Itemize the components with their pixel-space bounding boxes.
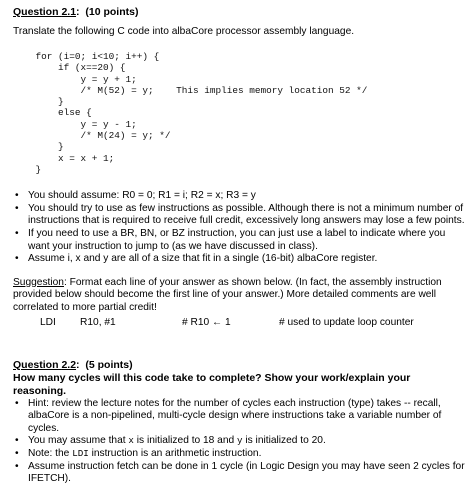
suggestion-label: Suggestion [13,276,64,288]
question-number: 2.1 [61,6,77,18]
list-item: • You may assume that x is initialized to 18 and y is initialized to 20. [13,435,465,448]
list-item: • Hint: review the lecture notes for the number of cycles each instruction (type) takes -- recall, albaCore is a non-pipelined, multi-cycle design where instructions take a variable number of cycles. [13,398,465,436]
c-code-block: for (i=0; i<10; i++) { if (x==20) { y = y + 1; /* M(52) = y; This implies memory location 52 */ } else { y = y - 1; /* M(24) = y; */ } x = x + 1; } [35,51,368,175]
question-number: 2.2 [61,358,77,371]
list-item: • You should assume: R0 = 0; R1 = i; R2 = x; R3 = y [13,190,465,203]
example-comment-purpose: # used to update loop counter [279,316,414,328]
question-2-1-heading: Question 2.1: (10 points) [13,6,139,18]
list-item: • If you need to use a BR, BN, or BZ instruction, you can just use a label to indicate where you want your instruction to jump to (as we have discussed in class). [13,228,465,253]
list-item: • Assume i, x and y are all of a size that fit in a single (16-bit) albaCore register. [13,253,465,266]
variable-x: x [128,435,134,447]
question-prompt: Translate the following C code into albaCore processor assembly language. [13,26,355,37]
list-item: • Assume instruction fetch can be done in 1 cycle (in Logic Design you may have seen 2 cycles for IFETCH). [13,461,465,486]
question-points: (5 points) [85,358,133,371]
example-opcode: LDI [40,316,56,328]
q21-bullet-list [13,190,465,266]
suggestion-text: : Format each line of your answer as shown below. (In fact, the assembly instruction provided below should become the first line of your answer.) More detailed comments are well correlated to more partial credit! [13,276,442,314]
list-item: • You should try to use as few instructions as possible. Although there is not a minimum number of instructions that is required to receive full credit, excessively long answers may lose a few points. [13,203,465,228]
suggestion-paragraph [13,277,465,315]
example-instruction [13,316,465,329]
q22-bullet-list [13,398,465,486]
variable-y: y [237,435,243,447]
example-comment-register: # R10 ← 1 [182,316,231,328]
list-item: • Note: the LDI instruction is an arithmetic instruction. [13,448,465,461]
question-points: (10 points) [85,6,139,18]
question-2-2-prompt: How many cycles will this code take to complete? Show your work/explain your reasoning. [13,371,411,397]
example-operands: R10, #1 [80,316,116,328]
question-2-2-heading: Question 2.2: (5 points) [13,358,133,371]
page [13,6,465,486]
ldi-code: LDI [72,447,89,459]
